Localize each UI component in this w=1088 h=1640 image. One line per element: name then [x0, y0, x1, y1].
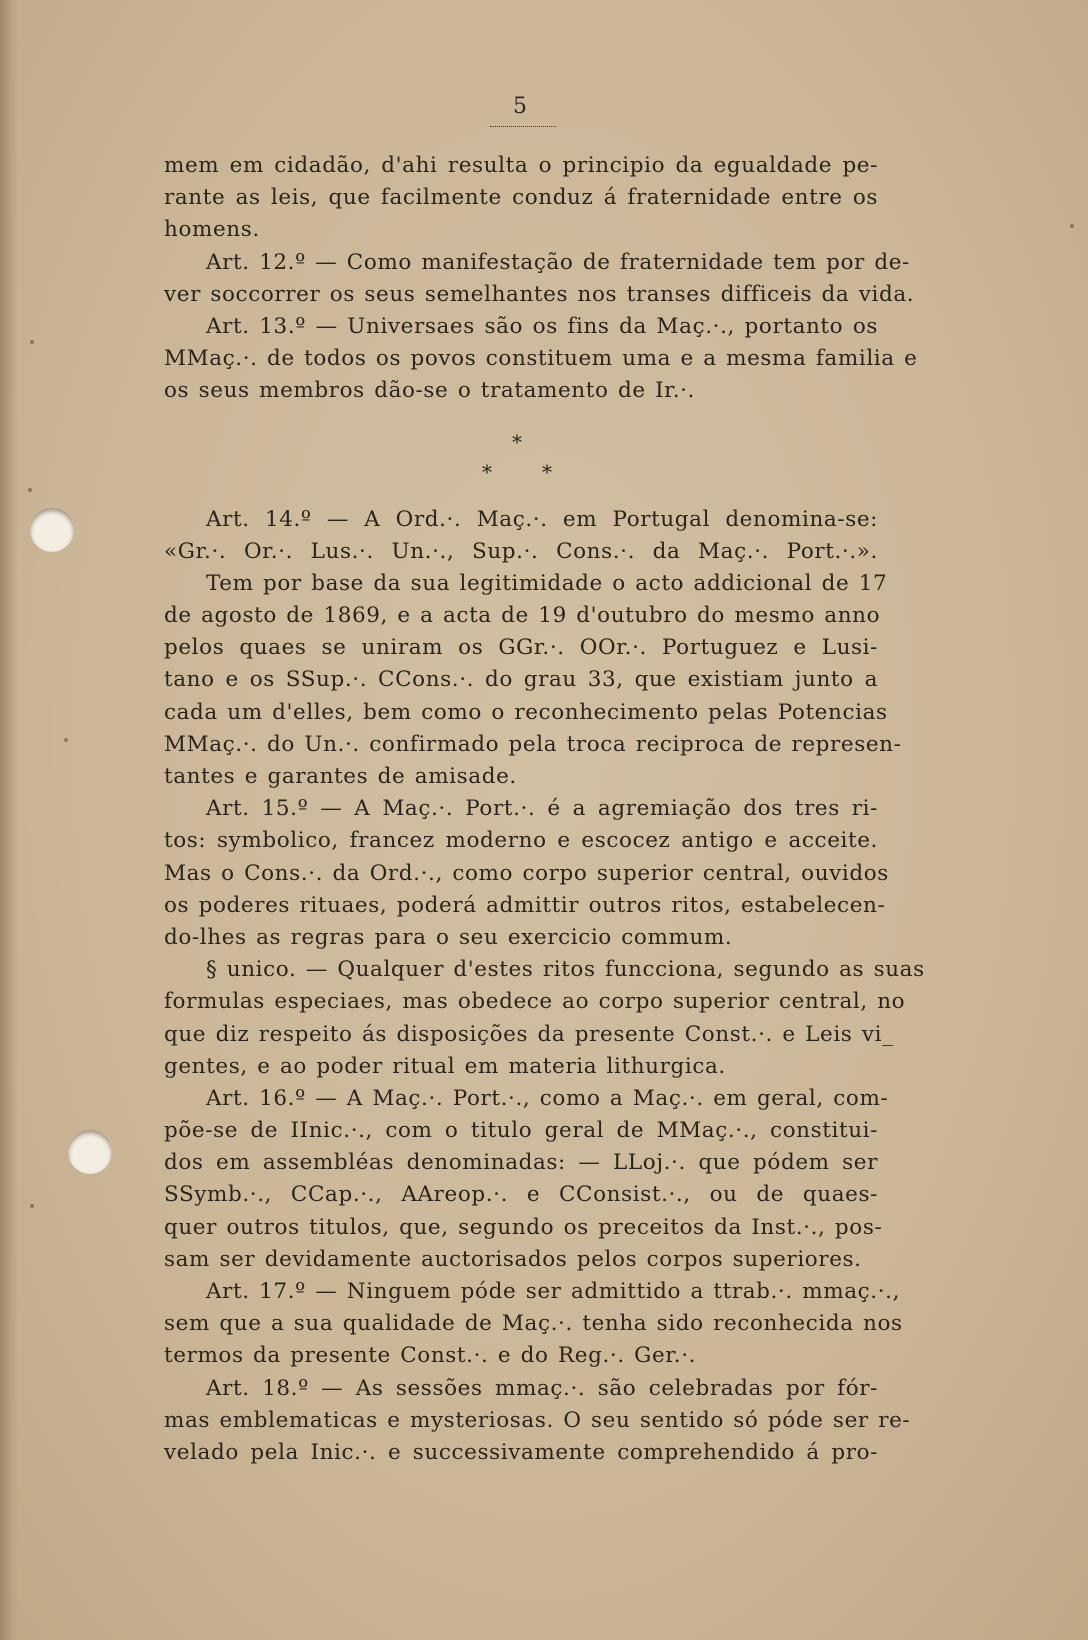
text-line: Art. 12.º — Como manifestação de fraternidade tem por de-: [206, 249, 910, 275]
page-number: 5: [513, 94, 527, 119]
paper-speck: [1070, 224, 1074, 228]
text-line: «Gr.·. Or.·. Lus.·. Un.·., Sup.·. Cons.·. da Maç.·. Port.·.».: [164, 538, 878, 564]
body-text: [164, 150, 925, 1469]
binding-hole-bottom: [68, 1130, 112, 1174]
text-line: rante as leis, que facilmente conduz á fraternidade entre os: [164, 185, 878, 211]
text-line: MMaç.·. de todos os povos constituem uma e a mesma familia e: [164, 346, 918, 372]
text-line: ver soccorrer os seus semelhantes nos transes difficeis da vida.: [164, 281, 915, 307]
text-line: põe-se de IInic.·., com o titulo geral de MMaç.·., constitui-: [164, 1118, 878, 1144]
text-line: sem que a sua qualidade de Maç.·. tenha sido reconhecida nos: [164, 1311, 903, 1337]
page-left-edge: [0, 0, 18, 1640]
text-line: tano e os SSup.·. CCons.·. do grau 33, que existiam junto a: [164, 667, 878, 693]
text-line: MMaç.·. do Un.·. confirmado pela troca reciproca de represen-: [164, 731, 902, 757]
text-line: Art. 14.º — A Ord.·. Maç.·. em Portugal denomina-se:: [206, 506, 878, 532]
paper-speck: [30, 1204, 34, 1208]
text-line: do-lhes as regras para o seu exercicio commum.: [164, 924, 733, 950]
text-line: Art. 17.º — Ninguem póde ser admittido a ttrab.·. mmaç.·.,: [206, 1279, 901, 1304]
page-number-rule: [490, 126, 556, 127]
text-line: § unico. — Qualquer d'estes ritos funcciona, segundo as suas: [206, 957, 925, 983]
asterisk-right: *: [542, 459, 553, 484]
asterisk-left: *: [482, 459, 493, 484]
text-line: pelos quaes se uniram os GGr.·. OOr.·. Portuguez e Lusi-: [164, 635, 878, 661]
text-line: gentes, e ao poder ritual em materia lithurgica.: [164, 1053, 726, 1079]
text-line: os seus membros dão-se o tratamento de Ir.·.: [164, 378, 695, 404]
text-line: mas emblematicas e mysteriosas. O seu sentido só póde ser re-: [164, 1407, 911, 1433]
text-line: tantes e garantes de amisade.: [164, 764, 517, 789]
text-line: termos da presente Const.·. e do Reg.·. Ger.·.: [164, 1343, 697, 1369]
text-line: SSymb.·., CCap.·., AAreop.·. e CConsist.·., ou de quaes-: [164, 1182, 878, 1208]
text-line: homens.: [164, 217, 260, 243]
paragraphs-articles-11-13: [164, 150, 918, 408]
text-line: Mas o Cons.·. da Ord.·., como corpo superior central, ouvidos: [164, 860, 889, 886]
paper-speck: [30, 340, 34, 344]
text-line: dos em assembléas denominadas: — LLoj.·. que pódem ser: [164, 1150, 878, 1176]
text-line: quer outros titulos, que, segundo os preceitos da Inst.·., pos-: [164, 1214, 883, 1240]
asterisk-top: *: [512, 429, 523, 454]
text-line: tos: symbolico, francez moderno e escocez antigo e acceite.: [164, 828, 878, 854]
paper-speck: [64, 738, 68, 742]
text-line: que diz respeito ás disposições da presente Const.·. e Leis vi_: [164, 1021, 894, 1047]
text-line: sam ser devidamente auctorisados pelos corpos superiores.: [164, 1246, 862, 1272]
paragraphs-articles-14-18: [164, 504, 925, 1470]
text-line: Art. 13.º — Universaes são os fins da Maç.·., portanto os: [206, 313, 878, 339]
text-line: Tem por base da sua legitimidade o acto addicional de 17: [206, 570, 888, 596]
text-line: de agosto de 1869, e a acta de 19 d'outubro do mesmo anno: [164, 603, 881, 629]
text-line: cada um d'elles, bem como o reconhecimento pelas Potencias: [164, 699, 888, 725]
text-line: Art. 15.º — A Maç.·. Port.·. é a agremiação dos tres ri-: [206, 796, 878, 822]
text-line: os poderes rituaes, poderá admittir outros ritos, estabelecen-: [164, 892, 886, 918]
text-line: Art. 16.º — A Maç.·. Port.·., como a Maç.·. em geral, com-: [206, 1085, 889, 1111]
paper-speck: [28, 488, 32, 492]
text-line: Art. 18.º — As sessões mmaç.·. são celebradas por fór-: [206, 1375, 878, 1401]
text-line: formulas especiaes, mas obedece ao corpo superior central, no: [164, 989, 906, 1015]
text-line: velado pela Inic.·. e successivamente comprehendido á pro-: [164, 1439, 878, 1465]
text-line: mem em cidadão, d'ahi resulta o principio da egualdade pe-: [164, 153, 878, 178]
section-separator: [164, 408, 878, 504]
binding-hole-top: [30, 508, 74, 552]
